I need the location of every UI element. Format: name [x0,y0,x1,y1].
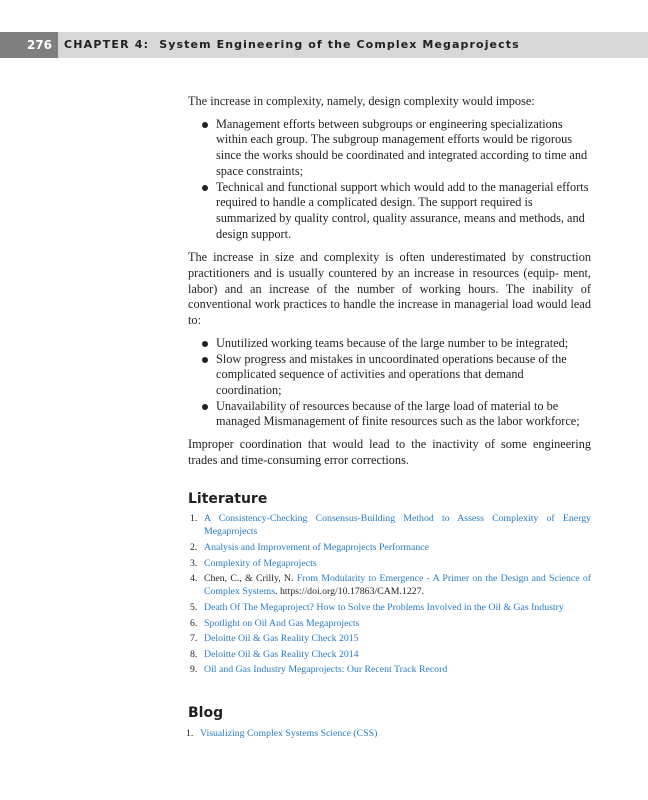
reference-item [188,602,591,615]
reference-number: 6. [190,617,198,629]
chapter-number: CHAPTER 4: [64,38,150,51]
reference-item [188,542,591,555]
reference-item [188,633,591,646]
bullet-icon [202,185,208,191]
bullet-list-design-complexity [188,117,591,243]
reference-link[interactable]: Complexity of Megaprojects [204,557,317,569]
reference-number: 3. [190,557,198,569]
chapter-label [64,32,520,58]
reference-number: 1. [186,727,194,739]
reference-number: 4. [190,573,198,585]
reference-link[interactable]: A Consistency-Checking Consensus-Building Method to Assess Complexity of Energy Megaprojects [204,513,591,537]
bullet-text: Management efforts between subgroups or engineering specializations within each group. The subgroup management efforts would be rigorous since the works should be coordinated and integrated according to time and space constraints; [216,116,588,178]
reference-link[interactable]: Analysis and Improvement of Megaprojects Performance [204,542,429,554]
page-content [188,94,591,740]
reference-number: 5. [190,602,198,614]
bullet-icon [202,122,208,128]
chapter-title: System Engineering of the Complex Megaprojects [159,38,520,51]
bullet-text: Technical and functional support which would add to the managerial efforts required to handle a complicated design. The support required is summarized by quality control, quality assurance, means and methods, and design support. [216,179,589,241]
reference-link[interactable]: Oil and Gas Industry Megaprojects: Our Recent Track Record [204,664,448,676]
reference-doi: . https://doi.org/10.17863/CAM.1227. [275,585,425,597]
reference-link[interactable]: Deloitte Oil & Gas Reality Check 2014 [204,648,359,660]
reference-link[interactable]: Visualizing Complex Systems Science (CSS) [200,727,378,739]
bullet-icon [202,341,208,347]
running-head [0,32,648,58]
literature-heading: Literature [188,491,268,508]
bullet-icon [202,357,208,363]
reference-item [188,649,591,662]
reference-number: 2. [190,542,198,554]
reference-number: 9. [190,664,198,676]
bullet-item [188,336,591,352]
page-number: 276 [0,32,58,58]
bullet-item [188,352,591,399]
bullet-list-managerial-load [188,336,591,430]
bullet-item [188,117,591,180]
reference-item [188,728,591,741]
reference-number: 7. [190,633,198,645]
reference-item [188,618,591,631]
reference-link[interactable]: Deloitte Oil & Gas Reality Check 2015 [204,633,359,645]
bullet-text: Unutilized working teams because of the large number to be integrated; [216,335,569,350]
blog-heading: Blog [188,704,224,721]
bullet-item [188,399,591,430]
bullet-text: Slow progress and mistakes in uncoordinated operations because of the complicated sequence of activities and operations that demand coordination; [216,351,567,397]
reference-number: 8. [190,648,198,660]
paragraph-intro: The increase in complexity, namely, design complexity would impose: [188,94,535,108]
bullet-item [188,180,591,243]
literature-list [188,513,591,677]
bullet-icon [202,404,208,410]
reference-number: 1. [190,513,198,525]
reference-item [188,558,591,571]
reference-link[interactable]: Death Of The Megaproject? How to Solve the Problems Involved in the Oil & Gas Industry [204,602,564,614]
reference-item [188,664,591,677]
paragraph-coordination: Improper coordination that would lead to the inactivity of some engineering trades and time-consuming error corrections. [188,437,591,467]
reference-item [188,513,591,538]
reference-link[interactable]: Spotlight on Oil And Gas Megaprojects [204,617,360,629]
reference-link[interactable]: From Modularity to Emergence - A Primer on the Design and Science of Complex Systems [204,573,591,597]
paragraph-size-complexity: The increase in size and complexity is often underestimated by construction practitioners and is usually countered by an increase in resources (equip- ment, labor) and an increase of the number of working hours. The inability of conventional work practices to handle the increase in managerial load would lead to: [188,250,591,328]
reference-item [188,573,591,598]
reference-authors: Chen, C., & Crilly, N. [204,573,297,585]
blog-list [188,728,591,741]
bullet-text: Unavailability of resources because of the large load of material to be managed Mismanagement of finite resources such as the labor workforce; [216,398,580,429]
